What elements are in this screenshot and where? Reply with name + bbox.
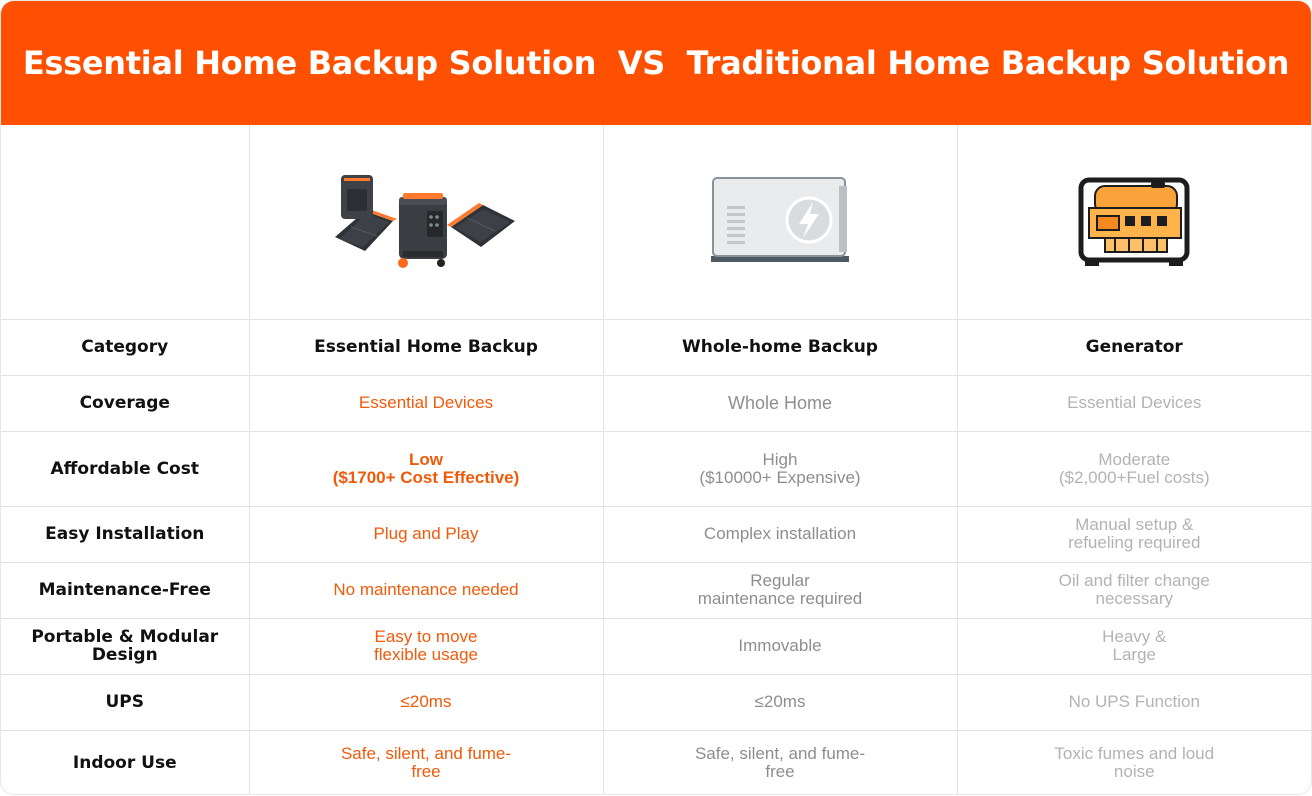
table-row bbox=[1, 562, 1311, 618]
whole-home-value: ≤20ms bbox=[754, 692, 806, 711]
whole-home-value: Complex installation bbox=[703, 524, 857, 543]
whole-home-value: Immovable bbox=[738, 636, 822, 655]
whole-home-backup-image-cell bbox=[603, 125, 957, 319]
whole-home-value: Safe, silent, and fume- free bbox=[694, 744, 866, 782]
table-row bbox=[1, 730, 1311, 795]
comparison-table bbox=[1, 125, 1311, 795]
essential-cell bbox=[249, 375, 603, 431]
generator-cell bbox=[957, 618, 1311, 674]
essential-value: No maintenance needed bbox=[333, 580, 519, 599]
essential-value: Safe, silent, and fume- free bbox=[340, 744, 512, 782]
whole-home-cell bbox=[603, 730, 957, 795]
essential-cell bbox=[249, 730, 603, 795]
whole-home-cell bbox=[603, 618, 957, 674]
whole-home-value: Whole Home bbox=[727, 393, 833, 413]
table-row bbox=[1, 431, 1311, 506]
row-label bbox=[1, 431, 249, 506]
row-label bbox=[1, 730, 249, 795]
row-label-text: Portable & Modular Design bbox=[31, 627, 219, 665]
whole-home-cell bbox=[603, 506, 957, 562]
table-row bbox=[1, 506, 1311, 562]
row-label-text: UPS bbox=[105, 692, 144, 712]
generator-cell bbox=[957, 674, 1311, 730]
essential-cell bbox=[249, 506, 603, 562]
category-row bbox=[1, 319, 1311, 375]
row-label-text: Coverage bbox=[79, 393, 170, 413]
whole-home-battery-unit-image bbox=[705, 172, 855, 272]
title-banner bbox=[1, 1, 1311, 125]
row-label bbox=[1, 618, 249, 674]
whole-home-cell bbox=[603, 562, 957, 618]
whole-home-value: High ($10000+ Expensive) bbox=[699, 449, 861, 487]
whole-home-cell bbox=[603, 674, 957, 730]
row-label-text: Affordable Cost bbox=[50, 458, 199, 479]
generator-value: Essential Devices bbox=[1067, 393, 1202, 412]
row-label bbox=[1, 506, 249, 562]
generator-value: Heavy & Large bbox=[1102, 627, 1167, 664]
power-station-with-solar-panels-image bbox=[331, 167, 521, 277]
essential-cell bbox=[249, 431, 603, 506]
generator-value: No UPS Function bbox=[1068, 692, 1200, 711]
table-row bbox=[1, 674, 1311, 730]
column-head-whole-home: Whole-home Backup bbox=[603, 319, 957, 375]
essential-cell bbox=[249, 618, 603, 674]
essential-value: Essential Devices bbox=[358, 393, 494, 412]
row-label-category: Category bbox=[1, 319, 249, 375]
generator-value: Toxic fumes and loud noise bbox=[1054, 744, 1215, 782]
generator-image-cell bbox=[957, 125, 1311, 319]
generator-cell bbox=[957, 431, 1311, 506]
column-head-essential: Essential Home Backup bbox=[249, 319, 603, 375]
row-label-text: Indoor Use bbox=[72, 753, 177, 774]
empty-corner-cell bbox=[1, 125, 249, 319]
column-head-generator: Generator bbox=[957, 319, 1311, 375]
row-label bbox=[1, 375, 249, 431]
row-label bbox=[1, 674, 249, 730]
generator-cell bbox=[957, 562, 1311, 618]
essential-value: ≤20ms bbox=[400, 692, 452, 711]
table-row bbox=[1, 618, 1311, 674]
image-row bbox=[1, 125, 1311, 319]
essential-cell bbox=[249, 562, 603, 618]
essential-backup-image-cell bbox=[249, 125, 603, 319]
generator-value: Oil and filter change necessary bbox=[1058, 571, 1210, 608]
row-label-text: Easy Installation bbox=[45, 524, 205, 544]
essential-cell bbox=[249, 674, 603, 730]
whole-home-cell bbox=[603, 375, 957, 431]
whole-home-value: Regular maintenance required bbox=[697, 571, 863, 608]
row-label bbox=[1, 562, 249, 618]
page-title: Essential Home Backup Solution VS Traditional Home Backup Solution bbox=[22, 44, 1290, 82]
whole-home-cell bbox=[603, 431, 957, 506]
generator-cell bbox=[957, 506, 1311, 562]
essential-value: Low ($1700+ Cost Effective) bbox=[332, 449, 520, 487]
generator-cell bbox=[957, 375, 1311, 431]
generator-value: Manual setup & refueling required bbox=[1068, 515, 1201, 552]
essential-value: Easy to move flexible usage bbox=[374, 627, 478, 664]
table-row bbox=[1, 375, 1311, 431]
generator-cell bbox=[957, 730, 1311, 795]
row-label-text: Maintenance-Free bbox=[38, 580, 211, 600]
generator-value: Moderate ($2,000+Fuel costs) bbox=[1058, 449, 1210, 487]
essential-value: Plug and Play bbox=[373, 524, 479, 543]
portable-generator-image bbox=[1069, 172, 1199, 272]
